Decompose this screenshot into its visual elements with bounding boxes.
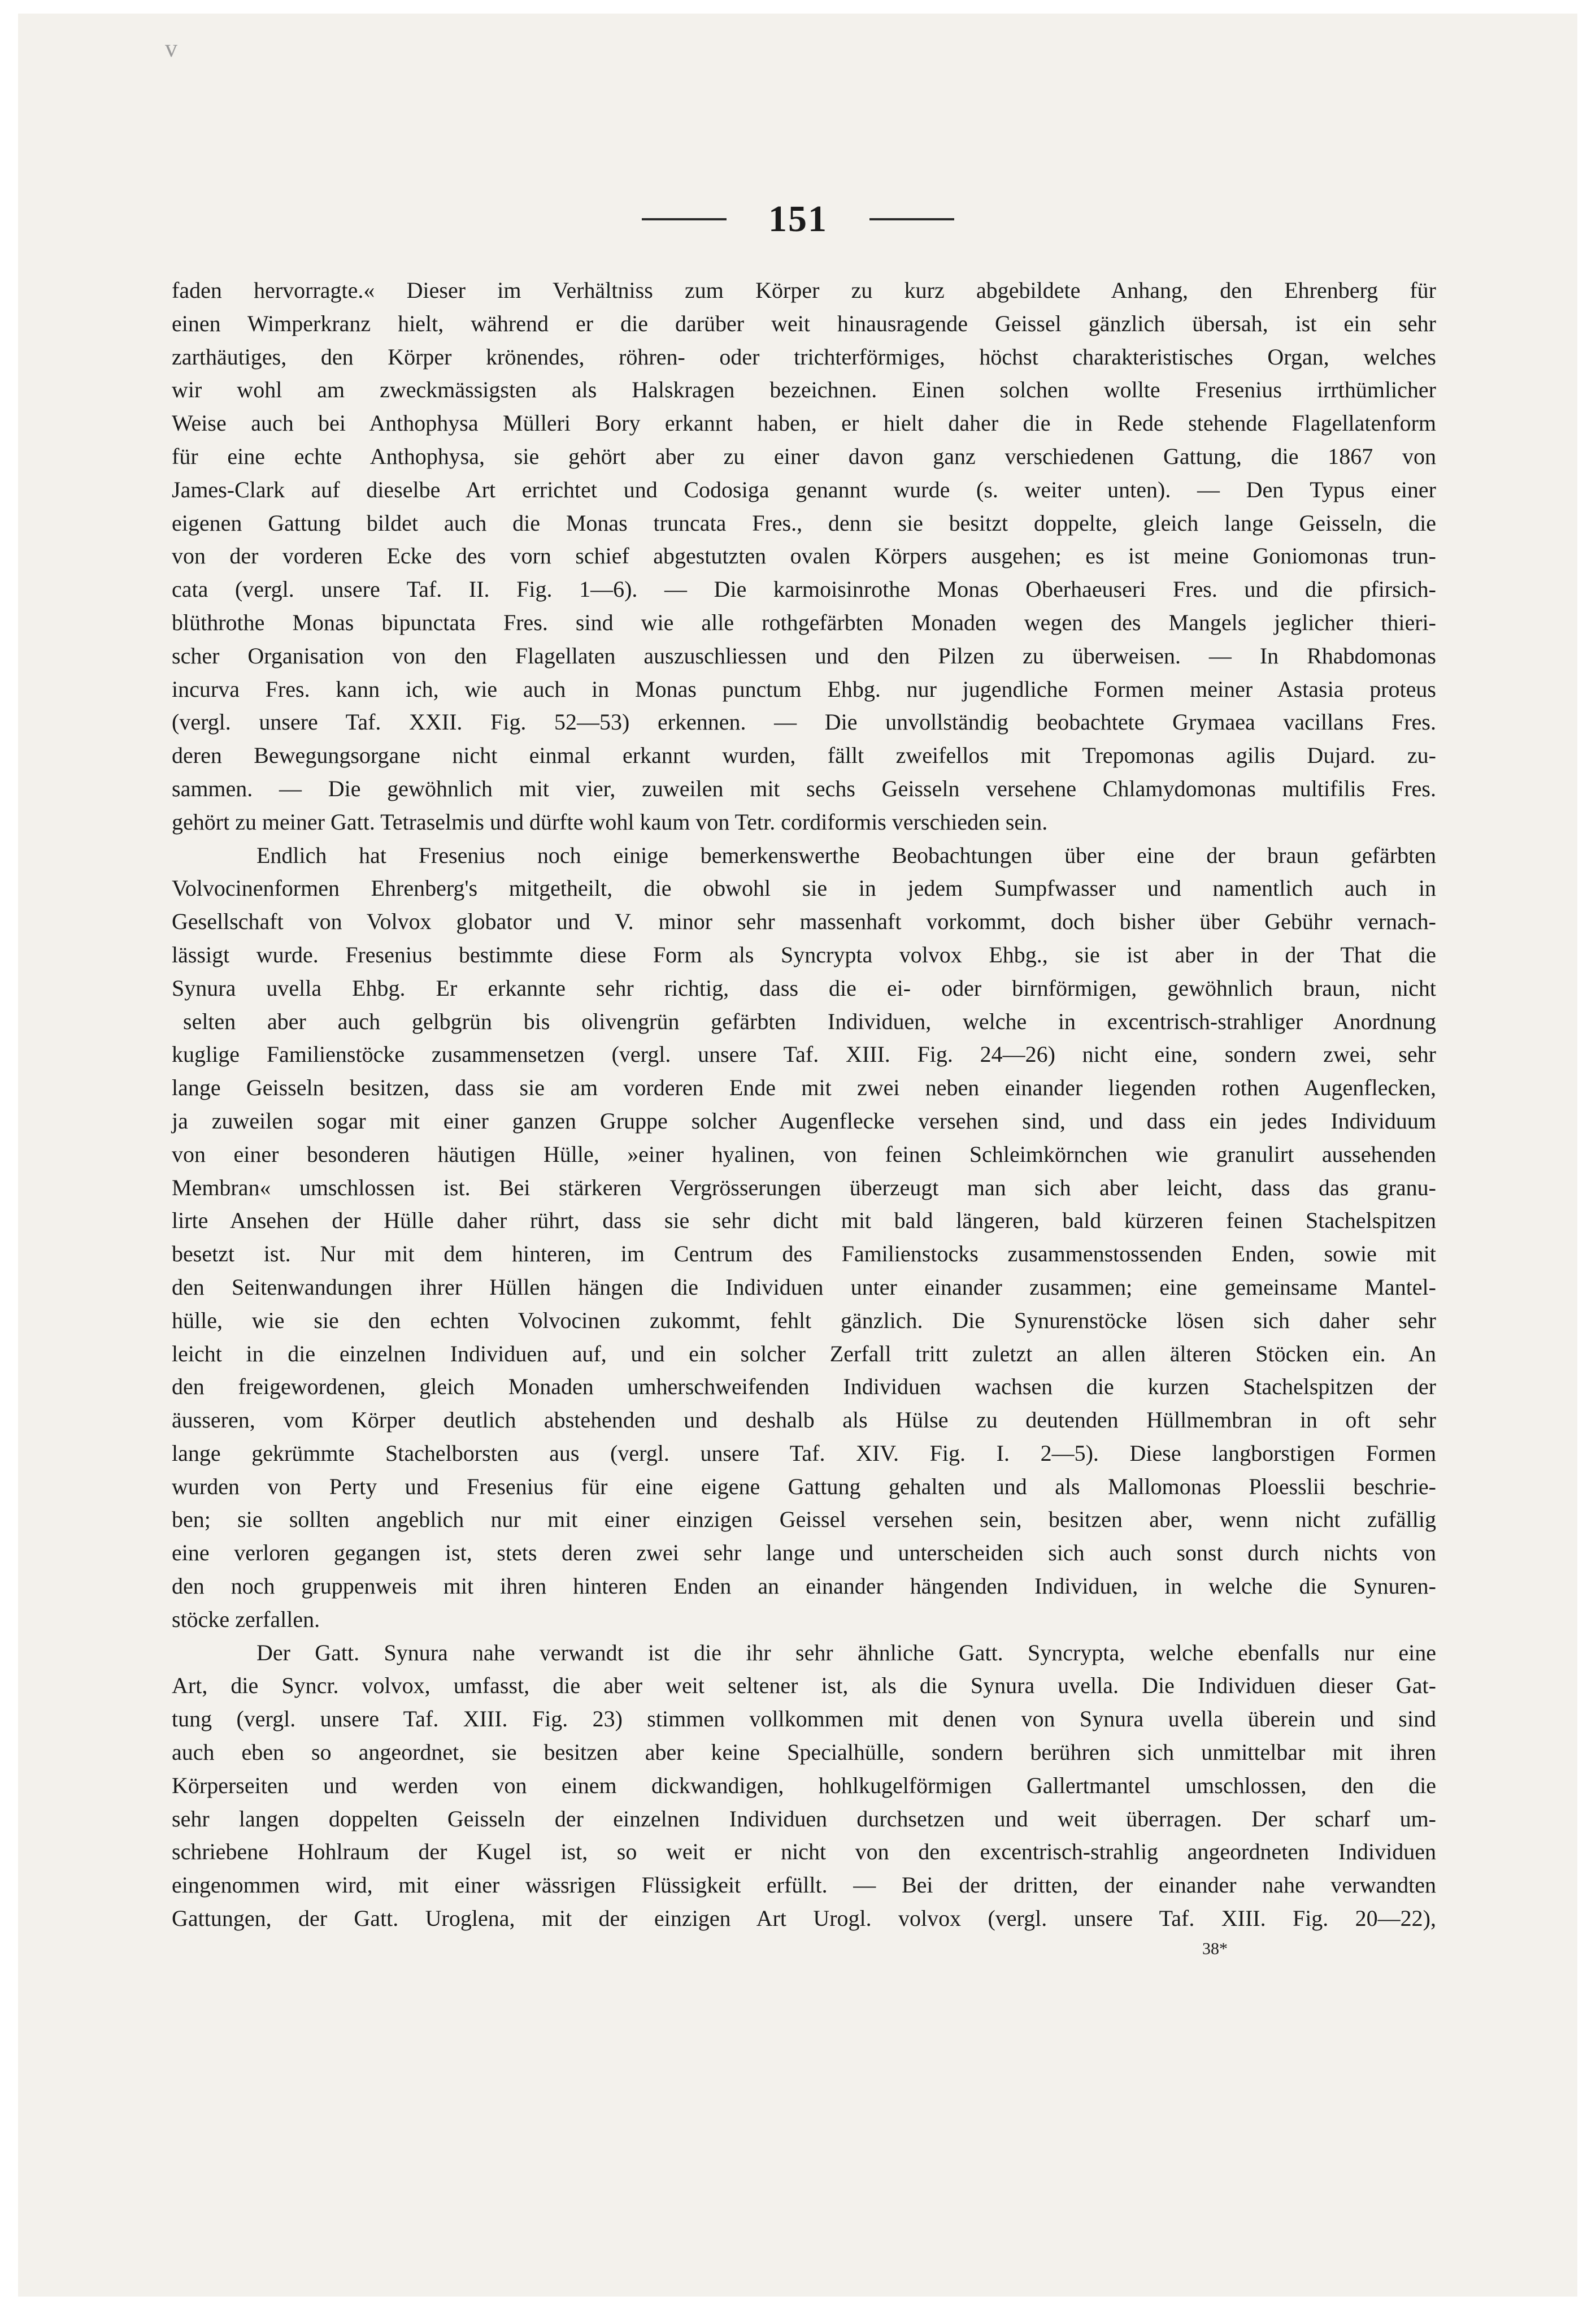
text-line: Der Gatt. Synura nahe verwandt ist die ihr sehr ähnliche Gatt. Syncrypta, welche ebenfalls nur eine: [256, 1639, 1436, 1665]
text-line: selten aber auch gelbgrün bis olivengrün gefärbten Individuen, welche in excentrisch-strahliger Anordnung: [183, 1008, 1436, 1034]
paragraph: [172, 274, 1436, 839]
text-line: incurva Fres. kann ich, wie auch in Monas punctum Ehbg. nur jugendliche Formen meiner Astasia proteus: [172, 676, 1436, 702]
text-line: wir wohl am zweckmässigsten als Halskragen bezeichnen. Einen solchen wollte Fresenius irrthümlicher: [172, 377, 1436, 403]
text-line: lässigt wurde. Fresenius bestimmte diese Form als Syncrypta volvox Ehbg., sie ist aber in der That die: [172, 941, 1436, 967]
text-line: den noch gruppenweis mit ihren hinteren Enden an einander hängenden Individuen, in welche die Synuren-: [172, 1573, 1436, 1599]
text-line: von der vorderen Ecke des vorn schief abgestutzten ovalen Körpers ausgehen; es ist meine Goniomonas trun-: [172, 543, 1436, 569]
text-line: sammen. — Die gewöhnlich mit vier, zuweilen mit sechs Geisseln versehene Chlamydomonas multifilis Fres.: [172, 775, 1436, 801]
text-line: eine verloren gegangen ist, stets deren zwei sehr lange und unterscheiden sich auch sonst durch nichts von: [172, 1540, 1436, 1566]
text-line: Membran« umschlossen ist. Bei stärkeren Vergrösserungen überzeugt man sich aber leicht, dass das granu-: [172, 1174, 1436, 1200]
paragraph: [172, 1637, 1436, 1935]
text-line: Körperseiten und werden von einem dickwandigen, hohlkugelförmigen Gallertmantel umschlossen, den die: [172, 1772, 1436, 1798]
text-line: cata (vergl. unsere Taf. II. Fig. 1—6). — Die karmoisinrothe Monas Oberhaeuseri Fres. und die pfirsich-: [172, 576, 1436, 602]
text-line: blüthrothe Monas bipunctata Fres. sind wie alle rothgefärbten Monaden wegen des Mangels jeglicher thieri-: [172, 609, 1436, 635]
page-mark: v: [165, 34, 177, 62]
text-line: besetzt ist. Nur mit dem hinteren, im Centrum des Familienstocks zusammenstossenden Enden, sowie mit: [172, 1241, 1436, 1267]
text-line: den Seitenwandungen ihrer Hüllen hängen die Individuen unter einander zusammen; eine gemeinsame Mantel-: [172, 1274, 1436, 1300]
text-line: kuglige Familienstöcke zusammensetzen (vergl. unsere Taf. XIII. Fig. 24—26) nicht eine, sondern zwei, sehr: [172, 1041, 1436, 1067]
paragraph: [172, 839, 1436, 1637]
text-line: lange Geisseln besitzen, dass sie am vorderen Ende mit zwei neben einander liegenden rothen Augenflecken,: [172, 1075, 1436, 1101]
text-line: faden hervorragte.« Dieser im Verhältniss zum Körper zu kurz abgebildete Anhang, den Ehrenberg für: [172, 277, 1436, 303]
text-line: zarthäutiges, den Körper krönendes, röhren- oder trichterförmiges, höchst charakteristisches Organ, welches: [172, 344, 1436, 370]
text-line: Art, die Syncr. volvox, umfasst, die aber weit seltener ist, als die Synura uvella. Die Individuen dieser Gat-: [172, 1673, 1436, 1699]
text-line: Gattungen, der Gatt. Uroglena, mit der einzigen Art Urogl. volvox (vergl. unsere Taf. XIII. Fig. 20—22),: [172, 1906, 1436, 1932]
text-line: Gesellschaft von Volvox globator und V. minor sehr massenhaft vorkommt, doch bisher über Gebühr vernach-: [172, 909, 1436, 935]
text-line: Volvocinenformen Ehrenberg's mitgetheilt, die obwohl sie in jedem Sumpfwasser und namentlich auch in: [172, 875, 1436, 901]
text-line: James-Clark auf dieselbe Art errichtet und Codosiga genannt wurde (s. weiter unten). — Den Typus einer: [172, 476, 1436, 502]
text-line: leicht in die einzelnen Individuen auf, und ein solcher Zerfall tritt zuletzt an allen älteren Stöcken ein. An: [172, 1340, 1436, 1366]
text-line: tung (vergl. unsere Taf. XIII. Fig. 23) stimmen vollkommen mit denen von Synura uvella überein und sind: [172, 1706, 1436, 1732]
text-line: hülle, wie sie den echten Volvocinen zukommt, fehlt gänzlich. Die Synurenstöcke lösen sich daher sehr: [172, 1307, 1436, 1333]
text-line: (vergl. unsere Taf. XXII. Fig. 52—53) erkennen. — Die unvollständig beobachtete Grymaea vacillans Fres.: [172, 709, 1436, 735]
text-line: von einer besonderen häutigen Hülle, »einer hyalinen, von feinen Schleimkörnchen wie granulirt aussehenden: [172, 1141, 1436, 1167]
text-line: eigenen Gattung bildet auch die Monas truncata Fres., denn sie besitzt doppelte, gleich lange Geisseln, die: [172, 510, 1436, 536]
text-line: den freigewordenen, gleich Monaden umherschweifenden Individuen wachsen die kurzen Stachelspitzen der: [172, 1374, 1436, 1400]
text-line: Synura uvella Ehbg. Er erkannte sehr richtig, dass die ei- oder birnförmigen, gewöhnlich braun, nicht: [172, 975, 1436, 1001]
text-line: äusseren, vom Körper deutlich abstehenden und deshalb als Hülse zu deutenden Hüllmembran in oft sehr: [172, 1407, 1436, 1433]
header-rule-left: [642, 218, 727, 220]
text-line: Endlich hat Fresenius noch einige bemerkenswerthe Beobachtungen über eine der braun gefärbten: [256, 842, 1436, 868]
page-header: [0, 198, 1596, 241]
text-line: sehr langen doppelten Geisseln der einzelnen Individuen durchsetzen und weit überragen. Der scharf um-: [172, 1805, 1436, 1831]
text-line: auch eben so angeordnet, sie besitzen aber keine Specialhülle, sondern berühren sich unmittelbar mit ihren: [172, 1739, 1436, 1765]
signature-mark: 38*: [1202, 1939, 1228, 1958]
text-line: scher Organisation von den Flagellaten auszuschliessen und den Pilzen zu überweisen. — In Rhabdomonas: [172, 643, 1436, 669]
text-line: einen Wimperkranz hielt, während er die darüber weit hinausragende Geissel gänzlich übersah, ist ein sehr: [172, 310, 1436, 336]
text-line: stöcke zerfallen.: [172, 1606, 320, 1632]
text-line: lange gekrümmte Stachelborsten aus (vergl. unsere Taf. XIV. Fig. I. 2—5). Diese langborstigen Formen: [172, 1440, 1436, 1466]
header-rule-right: [869, 218, 954, 220]
text-line: eingenommen wird, mit einer wässrigen Flüssigkeit erfüllt. — Bei der dritten, der einander nahe verwandten: [172, 1872, 1436, 1898]
text-line: Weise auch bei Anthophysa Mülleri Bory erkannt haben, er hielt daher die in Rede stehende Flagellatenform: [172, 410, 1436, 436]
text-line: schriebene Hohlraum der Kugel ist, so weit er nicht von den excentrisch-strahlig angeordneten Individuen: [172, 1839, 1436, 1865]
text-line: ja zuweilen sogar mit einer ganzen Gruppe solcher Augenflecke versehen sind, und dass ein jedes Individuum: [172, 1108, 1436, 1134]
body-text: [172, 274, 1436, 1935]
text-line: gehört zu meiner Gatt. Tetraselmis und dürfte wohl kaum von Tetr. cordiformis verschieden sein.: [172, 809, 1048, 835]
text-line: wurden von Perty und Fresenius für eine eigene Gattung gehalten und als Mallomonas Ploesslii beschrie-: [172, 1473, 1436, 1499]
text-line: ben; sie sollten angeblich nur mit einer einzigen Geissel versehen sein, besitzen aber, wenn nicht zufällig: [172, 1507, 1436, 1533]
text-line: lirte Ansehen der Hülle daher rührt, dass sie sehr dicht mit bald längeren, bald kürzeren feinen Stachelspitzen: [172, 1208, 1436, 1234]
text-line: für eine echte Anthophysa, sie gehört aber zu einer davon ganz verschiedenen Gattung, die 1867 von: [172, 443, 1436, 469]
text-line: deren Bewegungsorgane nicht einmal erkannt wurden, fällt zweifellos mit Trepomonas agilis Dujard. zu-: [172, 743, 1436, 769]
page-number: 151: [768, 198, 828, 240]
